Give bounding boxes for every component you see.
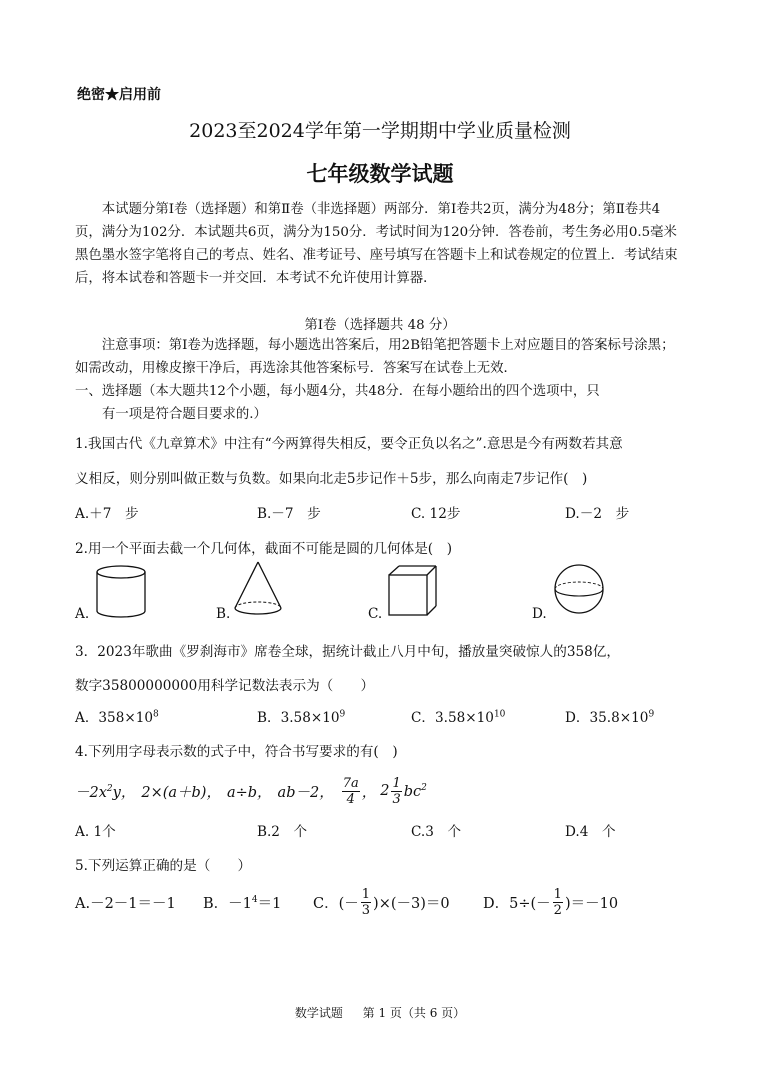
intro-paragraph: 本试题分第Ⅰ卷（选择题）和第Ⅱ卷（非选择题）两部分．第Ⅰ卷共2页，满分为48分；第Ⅱ卷共4页，满分为102分．本试题共6页，满分为150分．考试时间为120分钟．答卷前，考生务必用0.5毫米黑色墨水签字笔将自己的考点、姓名、准考证号、座号填写在答题卡上和试卷规定的位置上．考试结束后，将本试卷和答题卡一并交回．本考试不允许使用计算器． — [75, 202, 678, 286]
q4-expr-4: ab－2， — [277, 784, 334, 801]
footer-subject: 数学试题 — [294, 1006, 343, 1020]
q4-expr-6-tail: $bc^2$ — [403, 782, 427, 800]
cube-figure — [386, 564, 438, 618]
q4-option-d: D.4 个 — [565, 824, 616, 840]
q2-stem: 2.用一个平面去截一个几何体，截面不可能是圆的几何体是( ) — [75, 541, 453, 557]
q4-expr-6-whole: 2 — [380, 783, 390, 799]
q5-option-b: B．$-1^4=1$ — [203, 894, 282, 912]
q5-stem: 5.下列运算正确的是（ ） — [75, 858, 252, 874]
q1-stem-line2: 义相反，则分别叫做正数与负数。如果向北走5步记作＋5步，那么向南走7步记作( ) — [75, 471, 588, 487]
q1-stem-line1: 1.我国古代《九章算术》中注有“今两算得失相反，要令正负以名之”.意思是今有两数若其意 — [75, 436, 623, 452]
footer-page-number: 第 1 页（共 6 页） — [362, 1006, 466, 1020]
q4-expr-5-fraction: $\frac{7a}{4}$ — [342, 775, 359, 807]
q3-option-b: B．$3.58\times 10^9$ — [257, 709, 346, 726]
q5-option-c: C．(－ $\frac{1}{3}$ )×(－3)＝0 — [313, 886, 450, 918]
exam-title: 2023至2024学年第一学期期中学业质量检测 — [189, 120, 571, 142]
q3-option-a: A．$358\times 10^8$ — [75, 709, 159, 726]
part1-heading: 一、选择题（本大题共12个小题，每小题4分，共48分．在每小题给出的四个选项中，只 — [75, 384, 600, 399]
q4-expr-6-fraction: $\frac{1}{3}$ — [392, 775, 401, 807]
q4-option-b: B.2 个 — [257, 824, 308, 840]
q3-option-d: D．$35.8\times 10^9$ — [565, 709, 655, 726]
sphere-figure — [552, 562, 606, 616]
section1-title: 第Ⅰ卷（选择题共 48 分） — [304, 318, 456, 333]
q4-expr-2: 2×(a＋b)， — [141, 784, 221, 801]
q2-option-d: D. — [532, 606, 547, 622]
q4-stem: 4.下列用字母表示数的式子中，符合书写要求的有( ) — [75, 744, 398, 760]
confidential-label: 绝密★启用前 — [77, 87, 161, 103]
q2-option-c: C. — [368, 606, 383, 622]
q4-option-c: C.3 个 — [411, 824, 462, 840]
cone-figure — [232, 560, 284, 618]
q5-option-a: A.－2－1＝－1 — [75, 895, 176, 912]
q4-expressions: $-2x^2y$， 2×(a＋b)， a÷b， ab－2， $\frac{7a}{4}$ ， 2 $\frac{1}{3}$ $bc^2$ — [75, 775, 427, 807]
q4-expr-3: a÷b， — [226, 784, 272, 801]
q1-option-a: A.＋7 步 — [75, 506, 139, 522]
cylinder-figure — [93, 564, 149, 620]
q4-expr-1: $-2x^2y$， — [75, 783, 136, 801]
q1-option-d: D.－2 步 — [565, 506, 630, 522]
q4-option-a: A. 1个 — [75, 824, 116, 840]
page-footer — [0, 1004, 760, 1021]
q3-stem-line2: 数字35800000000用科学记数法表示为（ ） — [75, 678, 375, 694]
q2-option-a: A. — [75, 606, 90, 622]
q1-option-b: B.－7 步 — [257, 506, 321, 522]
q3-stem-line1: 3．2023年歌曲《罗刹海市》席卷全球，据统计截止八月中旬，播放量突破惊人的358亿， — [75, 644, 620, 660]
q1-option-c: C. 12步 — [411, 506, 461, 522]
q5-option-d: D．5÷(－ $\frac{1}{2}$ )＝－10 — [483, 886, 619, 918]
q2-option-b: B. — [216, 606, 231, 622]
section1-notes: 注意事项：第Ⅰ卷为选择题，每小题选出答案后，用2B铅笔把答题卡上对应题目的答案标号涂黑；如需改动，用橡皮擦干净后，再选涂其他答案标号．答案写在试卷上无效． — [75, 338, 675, 376]
q5-options — [75, 884, 695, 920]
q3-option-c: C．$3.58\times 10^{10}$ — [411, 709, 506, 726]
part1-heading-cont: 有一项是符合题目要求的.） — [102, 407, 267, 422]
exam-subtitle: 七年级数学试题 — [306, 161, 454, 186]
